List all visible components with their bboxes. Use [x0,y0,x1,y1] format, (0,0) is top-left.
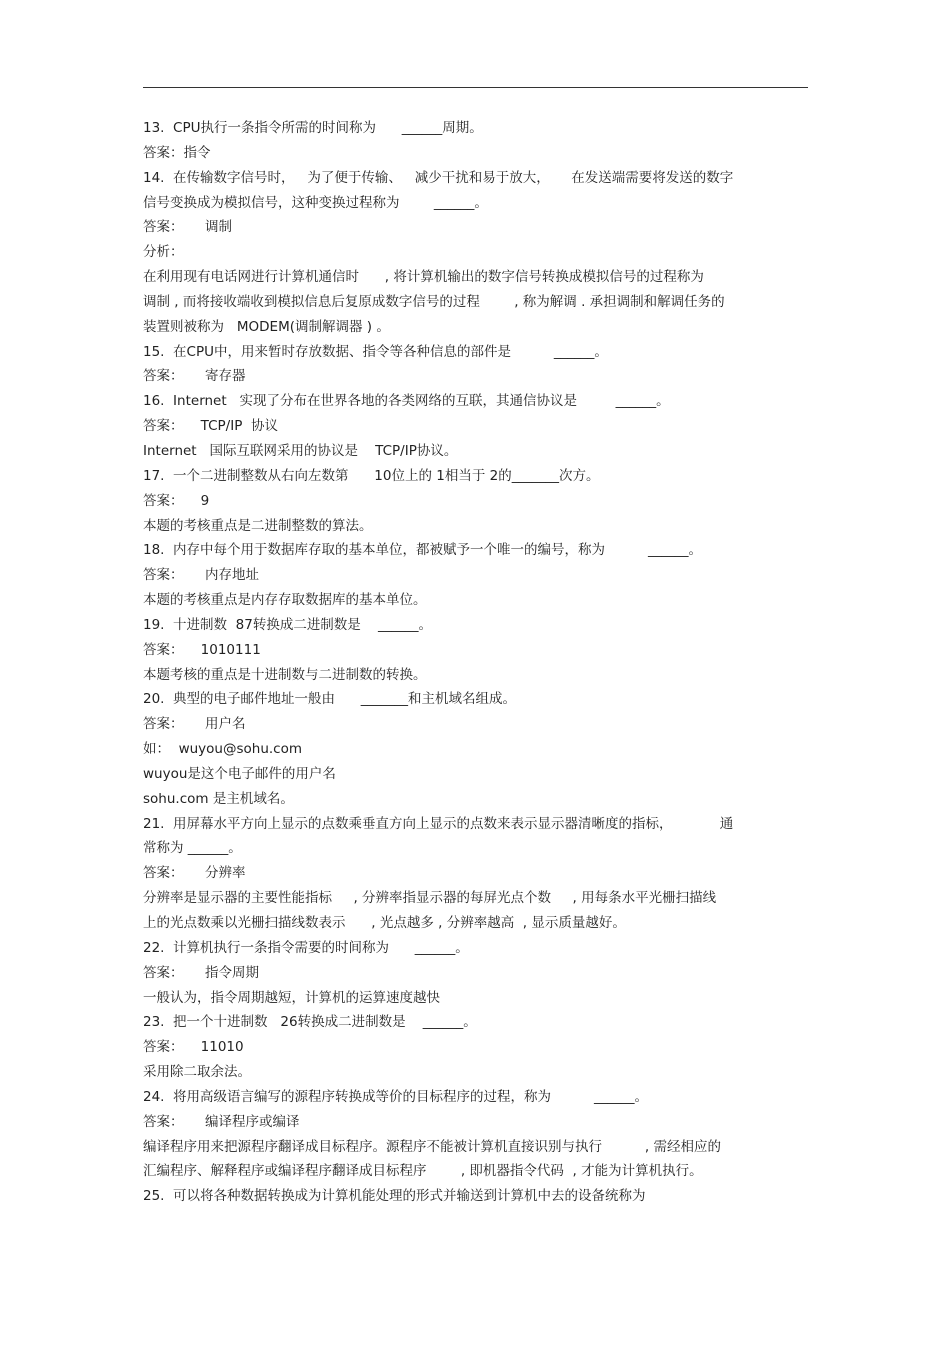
text-line: 24. 将用高级语言编写的源程序转换成等价的目标程序的过程，称为 ______。 [143,1088,648,1105]
text-line: 装置则被称为 MODEM(调制解调器 ) 。 [143,318,390,335]
text-line: 常称为 ______。 [143,840,242,857]
text-line: 答案：指令 [143,144,211,161]
header-rule [143,87,808,88]
text-line: 答案： 编译程序或编译 [143,1113,300,1130]
text-line: 分析： [143,244,184,261]
text-line: 答案： 指令周期 [143,964,259,981]
text-line: 23. 把一个十进制数 26转换成二进制数是 ______。 [143,1014,477,1031]
text-line: 14. 在传输数字信号时， 为了便于传输、 减少干扰和易于放大， 在发送端需要将发送的数字 [143,169,734,186]
text-line: 信号变换成为模拟信号，这种变换过程称为 ______。 [143,194,488,211]
text-line: 汇编程序、解释程序或编译程序翻译成目标程序 , 即机器指令代码 , 才能为计算机执行。 [143,1163,703,1180]
text-line: 上的光点数乘以光栅扫描线数表示 , 光点越多 , 分辨率越高 , 显示质量越好。 [143,915,626,931]
document-body [143,116,808,1209]
text-line: 18. 内存中每个用于数据库存取的基本单位，都被赋予一个唯一的编号，称为 ______。 [143,542,702,559]
text-line: 本题考核的重点是十进制数与二进制数的转换。 [143,666,427,683]
text-line: 19. 十进制数 87转换成二进制数是 ______。 [143,616,432,633]
text-line: 答案： 分辨率 [143,865,246,882]
text-line: 15. 在CPU中，用来暂时存放数据、指令等各种信息的部件是 ______。 [143,343,608,360]
text-line: 21. 用屏幕水平方向上显示的点数乘垂直方向上显示的点数来表示显示器清晰度的指标， 通 [143,815,734,832]
text-line: 答案： 9 [143,492,210,509]
text-line: 一般认为，指令周期越短，计算机的运算速度越快 [143,989,440,1006]
text-line: Internet 国际互联网采用的协议是 TCP/IP协议。 [143,442,458,459]
text-line: 16. Internet 实现了分布在世界各地的各类网络的互联，其通信协议是 ______。 [143,393,670,410]
text-line: 编译程序用来把源程序翻译成目标程序。源程序不能被计算机直接识别与执行 , 需经相应的 [143,1138,721,1155]
text-line: 答案： 1010111 [143,641,261,658]
text-line: 答案： 寄存器 [143,368,246,385]
text-line: 25. 可以将各种数据转换成为计算机能处理的形式并输送到计算机中去的设备统称为 [143,1188,646,1205]
text-line: 22. 计算机执行一条指令需要的时间称为 ______。 [143,939,469,956]
text-line: 在利用现有电话网进行计算机通信时 , 将计算机输出的数字信号转换成模拟信号的过程称为 [143,269,704,286]
text-line: wuyou是这个电子邮件的用户名 [143,765,336,782]
text-line: 本题的考核重点是二进制整数的算法。 [143,517,373,534]
text-line: 采用除二取余法。 [143,1064,251,1081]
text-line: 如： wuyou@sohu.com [143,741,303,758]
text-line: 答案： 内存地址 [143,567,259,584]
text-line: 分辨率是显示器的主要性能指标 , 分辨率指显示器的每屏光点个数 , 用每条水平光栅扫描线 [143,890,717,907]
text-line: 17. 一个二进制整数从右向左数第 10位上的 1相当于 2的_______次方。 [143,467,600,484]
text-line: 答案： 用户名 [143,716,246,733]
text-line: 答案： 调制 [143,219,232,236]
text-line: 答案： TCP/IP 协议 [143,418,278,435]
text-line: 调制 , 而将接收端收到模拟信息后复原成数字信号的过程 , 称为解调 . 承担调制和解调任务的 [143,293,725,310]
text-line: 20. 典型的电子邮件地址一般由 _______和主机域名组成。 [143,691,517,708]
text-line: 本题的考核重点是内存存取数据库的基本单位。 [143,592,427,609]
text-line: sohu.com 是主机域名。 [143,790,294,807]
text-line: 答案： 11010 [143,1039,244,1056]
text-line: 13. CPU执行一条指令所需的时间称为 ______周期。 [143,120,483,136]
